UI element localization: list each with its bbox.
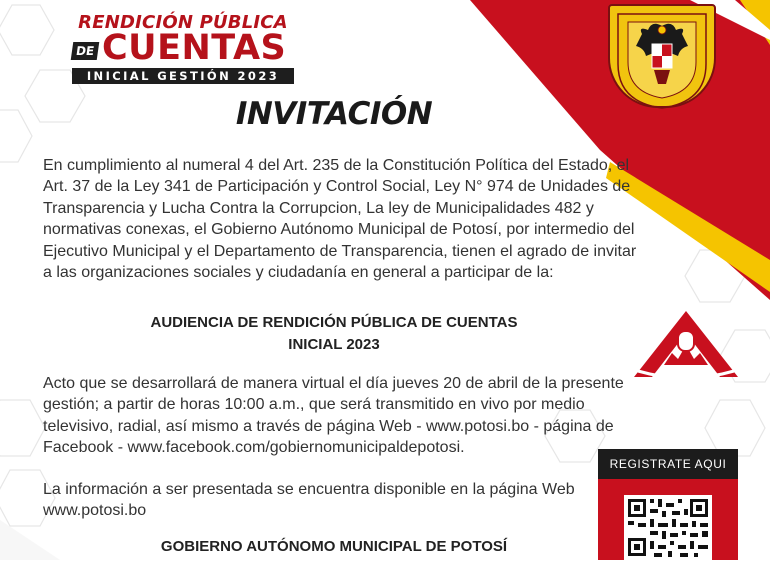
title-line-1: RENDICIÓN PÚBLICA <box>78 12 288 33</box>
event-title-line-1: AUDIENCIA DE RENDICIÓN PÚBLICA DE CUENTAS <box>150 314 518 331</box>
coat-of-arms-seal <box>608 4 716 112</box>
event-title-line-2: INICIAL 2023 <box>288 336 380 353</box>
footer-organization: GOBIERNO AUTÓNOMO MUNICIPAL DE POTOSÍ <box>160 538 508 555</box>
title-line-2: CUENTAS <box>102 28 287 68</box>
intro-paragraph: En cumplimiento al numeral 4 del Art. 235 de la Constitución Política del Estado, el Art. 37 de la Ley 341 de Participación y Control Social, Ley N° 974 de Unidades de Transparencia y Lucha Contra la Corrupcion, La ley de Municipalidades 482 y normativas conexas, el Gobierno Autónomo Municipal de Potosí, por intermedio del Ejecutivo Municipal y el Departamento de Transparencia, tienen el agrado de invitar a las organizaciones sociales y ciudadanía en general a participar de la: <box>43 157 637 282</box>
title-line-3: INICIAL GESTIÓN 2023 <box>72 68 294 84</box>
info-paragraph: La información a ser presentada se encuentra disponible en la página Web www.potosi.bo <box>43 481 575 520</box>
details-paragraph: Acto que se desarrollará de manera virtual el día jueves 20 de abril de la presente gestión; a partir de horas 10:00 a.m., que será transmitido en vivo por medio televisivo, radial, así mismo a través de página Web - www.potosi.bo - página de Facebook - www.facebook.com/gobiernomunicipaldepotosi. <box>43 375 624 457</box>
register-label[interactable]: REGISTRATE AQUI <box>598 449 738 479</box>
potosi-avanza-logo <box>628 305 744 387</box>
eagle-shield-icon <box>608 4 716 112</box>
register-panel <box>598 449 738 560</box>
page-heading: INVITACIÓN <box>235 96 433 132</box>
qr-code-icon <box>624 495 712 560</box>
event-title-block <box>72 12 294 86</box>
qr-code[interactable] <box>624 495 712 560</box>
title-de: DE <box>71 42 100 60</box>
mountain-logo-icon <box>628 305 744 387</box>
